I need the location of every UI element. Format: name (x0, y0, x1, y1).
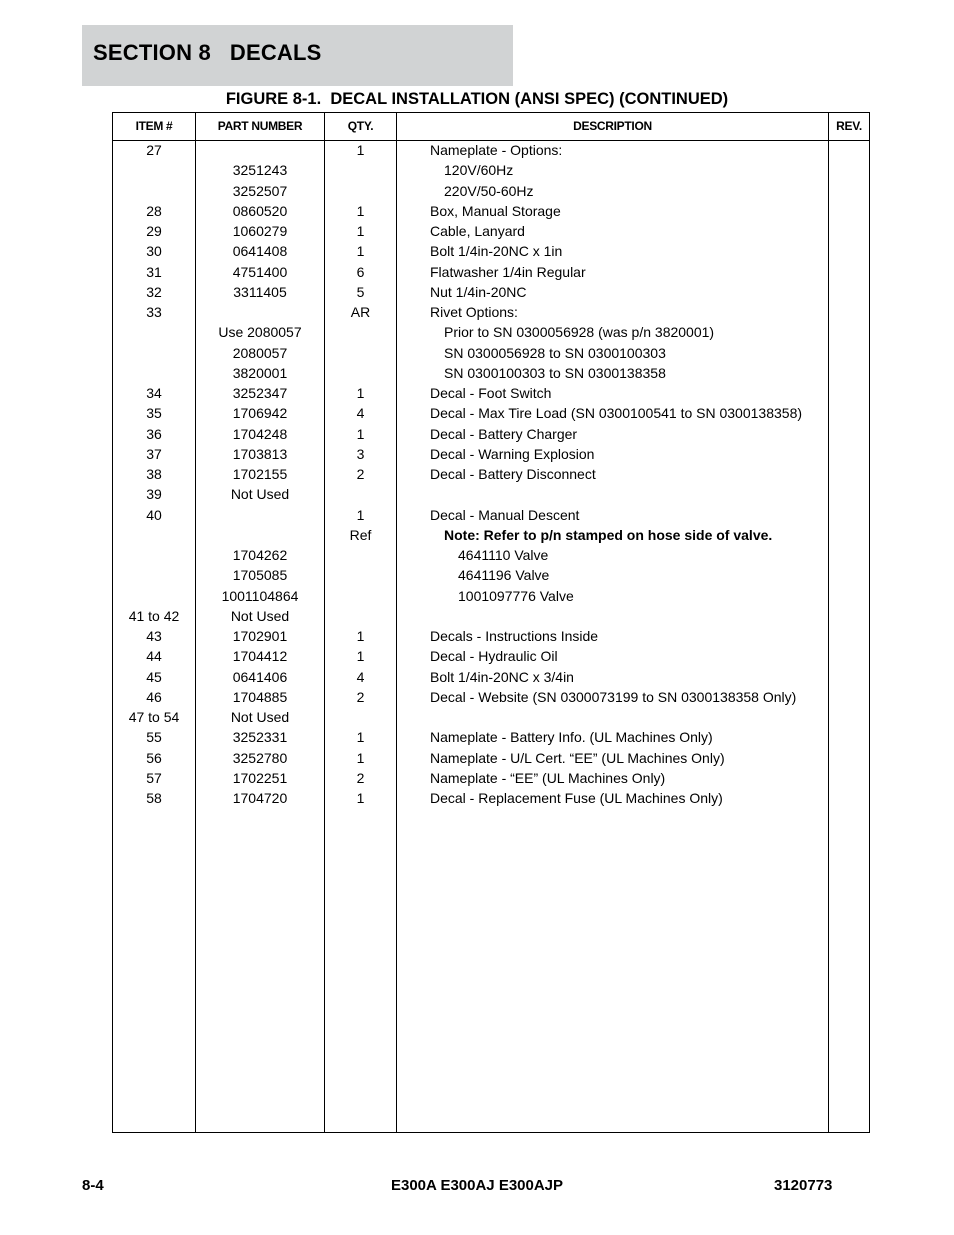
description-cell: Bolt 1/4in-20NC x 3/4in (430, 668, 574, 685)
table-row (113, 648, 869, 668)
qty-cell: 1 (356, 648, 365, 665)
description-cell: Flatwasher 1/4in Regular (430, 263, 586, 280)
description-cell: Decal - Battery Charger (430, 425, 578, 442)
column-header-rev: REV. (836, 119, 862, 133)
part-number-cell: 1704720 (232, 790, 288, 806)
qty-cell: 1 (356, 749, 365, 766)
item-cell: 55 (146, 729, 162, 746)
table-row (113, 669, 869, 689)
item-cell: 39 (146, 486, 162, 503)
column-header-qty: QTY. (347, 119, 374, 133)
qty-cell: 3 (356, 445, 365, 462)
table-row (113, 142, 869, 162)
table-row (113, 365, 869, 385)
description-cell: Nameplate - Battery Info. (UL Machines Only) (430, 729, 713, 746)
item-cell: 34 (146, 385, 162, 401)
description-cell: Nut 1/4in-20NC (430, 283, 527, 300)
qty-cell: 1 (356, 790, 365, 806)
part-number-cell: 3252331 (232, 729, 288, 746)
item-cell: 41 to 42 (128, 607, 180, 624)
item-cell: 35 (146, 405, 162, 422)
qty-cell: 1 (356, 223, 365, 239)
column-header-description: DESCRIPTION (573, 119, 652, 133)
figure-title: FIGURE 8-1. DECAL INSTALLATION (ANSI SPEC) (CONTINUED) (225, 90, 729, 108)
description-cell: Note: Refer to p/n stamped on hose side of valve. (444, 526, 773, 543)
table-row (113, 527, 869, 547)
description-cell: 220V/50-60Hz (444, 182, 534, 199)
part-number-cell: Not Used (230, 607, 290, 624)
description-cell: Decal - Website (SN 0300073199 to SN 0300138358 Only) (430, 688, 797, 705)
qty-cell: Ref (349, 526, 372, 543)
part-number-cell: 1702251 (232, 769, 288, 786)
table-row (113, 608, 869, 628)
part-number-cell: 1704262 (232, 547, 288, 563)
description-cell: Decal - Manual Descent (430, 506, 580, 523)
item-cell: 43 (146, 628, 162, 644)
part-number-cell: Use 2080057 (218, 324, 302, 341)
qty-cell: 1 (356, 506, 365, 523)
table-row (113, 507, 869, 527)
qty-cell: 2 (356, 769, 365, 786)
description-cell: 1001097776 Valve (458, 587, 574, 604)
description-cell: Decal - Battery Disconnect (430, 466, 596, 482)
part-number-cell: 2080057 (232, 344, 288, 361)
description-cell: Decals - Instructions Inside (430, 628, 599, 644)
qty-cell: 1 (356, 628, 365, 644)
document-number: 3120773 (774, 1177, 833, 1194)
part-number-cell: 3252347 (232, 385, 288, 401)
item-cell: 32 (146, 283, 162, 300)
item-cell: 47 to 54 (128, 709, 180, 725)
column-header-part-number: PART NUMBER (217, 119, 303, 133)
item-cell: 38 (146, 466, 162, 482)
description-cell: Decal - Max Tire Load (SN 0300100541 to SN 0300138358) (430, 405, 803, 422)
table-row (113, 567, 869, 587)
part-number-cell: Not Used (230, 486, 290, 503)
item-cell: 30 (146, 243, 162, 260)
description-cell: 120V/60Hz (444, 162, 514, 179)
qty-cell: 1 (356, 202, 365, 219)
qty-cell: 2 (356, 466, 365, 482)
part-number-cell: 3311405 (233, 283, 287, 300)
table-row (113, 162, 869, 182)
part-number-cell: 1705085 (232, 567, 288, 584)
item-cell: 45 (146, 668, 162, 685)
table-row (113, 324, 869, 344)
qty-cell: 1 (356, 385, 365, 401)
part-number-cell: 3820001 (232, 364, 288, 381)
description-cell: Decal - Replacement Fuse (UL Machines Only) (430, 790, 723, 806)
part-number-cell: 3252780 (232, 749, 288, 766)
description-cell: Rivet Options: (430, 304, 518, 320)
section-title: SECTION 8 DECALS (93, 40, 322, 65)
table-row (113, 183, 869, 203)
item-cell: 33 (146, 304, 162, 320)
item-cell: 58 (146, 790, 162, 806)
part-number-cell: 0641408 (232, 243, 288, 260)
table-row (113, 790, 869, 810)
qty-cell: 4 (356, 668, 365, 685)
description-cell: Prior to SN 0300056928 (was p/n 3820001) (444, 324, 715, 341)
part-number-cell: 1704412 (232, 648, 288, 665)
table-row (113, 304, 869, 324)
table-row (113, 284, 869, 304)
qty-cell: AR (350, 304, 371, 320)
part-number-cell: 1704885 (232, 688, 288, 705)
qty-cell: 1 (356, 729, 365, 746)
table-body (113, 142, 869, 810)
item-cell: 31 (146, 263, 162, 280)
table-row (113, 426, 869, 446)
header-divider (113, 140, 869, 141)
table-row (113, 628, 869, 648)
description-cell: 4641110 Valve (458, 547, 549, 563)
item-cell: 40 (146, 506, 162, 523)
part-number-cell: 3251243 (232, 162, 288, 179)
part-number-cell: 1703813 (232, 445, 288, 462)
table-row (113, 405, 869, 425)
table-row (113, 446, 869, 466)
part-number-cell: 4751400 (232, 263, 288, 280)
item-cell: 37 (146, 445, 162, 462)
table-row (113, 486, 869, 506)
item-cell: 28 (146, 202, 162, 219)
qty-cell: 1 (356, 425, 365, 442)
part-number-cell: 1702901 (232, 628, 288, 644)
part-number-cell: 1001104864 (221, 587, 299, 604)
description-cell: SN 0300056928 to SN 0300100303 (444, 344, 666, 361)
description-cell: 4641196 Valve (458, 567, 550, 584)
qty-cell: 2 (356, 688, 365, 705)
part-number-cell: 1706942 (232, 405, 288, 422)
description-cell: Bolt 1/4in-20NC x 1in (430, 243, 563, 260)
part-number-cell: 1702155 (232, 466, 288, 482)
qty-cell: 5 (356, 283, 365, 300)
parts-table (112, 112, 870, 1133)
part-number-cell: Not Used (230, 709, 290, 725)
qty-cell: 1 (356, 243, 365, 260)
table-row (113, 243, 869, 263)
table-row (113, 588, 869, 608)
table-row (113, 750, 869, 770)
table-row (113, 223, 869, 243)
item-cell: 29 (146, 223, 162, 239)
item-cell: 36 (146, 425, 162, 442)
model-numbers: E300A E300AJ E300AJP (390, 1177, 564, 1194)
part-number-cell: 3252507 (232, 182, 288, 199)
table-row (113, 345, 869, 365)
description-cell: Cable, Lanyard (430, 223, 525, 239)
part-number-cell: 1060279 (232, 223, 288, 239)
table-row (113, 689, 869, 709)
part-number-cell: 0860520 (232, 202, 288, 219)
page-number: 8-4 (82, 1177, 104, 1194)
description-cell: SN 0300100303 to SN 0300138358 (444, 364, 666, 381)
item-cell: 27 (146, 142, 162, 158)
table-row (113, 466, 869, 486)
qty-cell: 1 (356, 142, 365, 158)
description-cell: Decal - Hydraulic Oil (430, 648, 558, 665)
item-cell: 56 (146, 749, 162, 766)
part-number-cell: 0641406 (232, 668, 288, 685)
description-cell: Box, Manual Storage (430, 202, 561, 219)
column-header-item: ITEM # (135, 119, 173, 133)
table-row (113, 709, 869, 729)
table-row (113, 264, 869, 284)
description-cell: Nameplate - “EE” (UL Machines Only) (430, 769, 666, 786)
description-cell: Decal - Warning Explosion (430, 445, 595, 462)
qty-cell: 6 (356, 263, 365, 280)
description-cell: Decal - Foot Switch (430, 385, 552, 401)
table-row (113, 203, 869, 223)
description-cell: Nameplate - Options: (430, 142, 563, 158)
qty-cell: 4 (356, 405, 365, 422)
item-cell: 44 (146, 648, 162, 665)
table-row (113, 547, 869, 567)
table-row (113, 385, 869, 405)
item-cell: 46 (146, 688, 162, 705)
description-cell: Nameplate - U/L Cert. “EE” (UL Machines Only) (430, 749, 725, 766)
table-row (113, 729, 869, 749)
table-row (113, 770, 869, 790)
item-cell: 57 (146, 769, 162, 786)
part-number-cell: 1704248 (232, 425, 288, 442)
